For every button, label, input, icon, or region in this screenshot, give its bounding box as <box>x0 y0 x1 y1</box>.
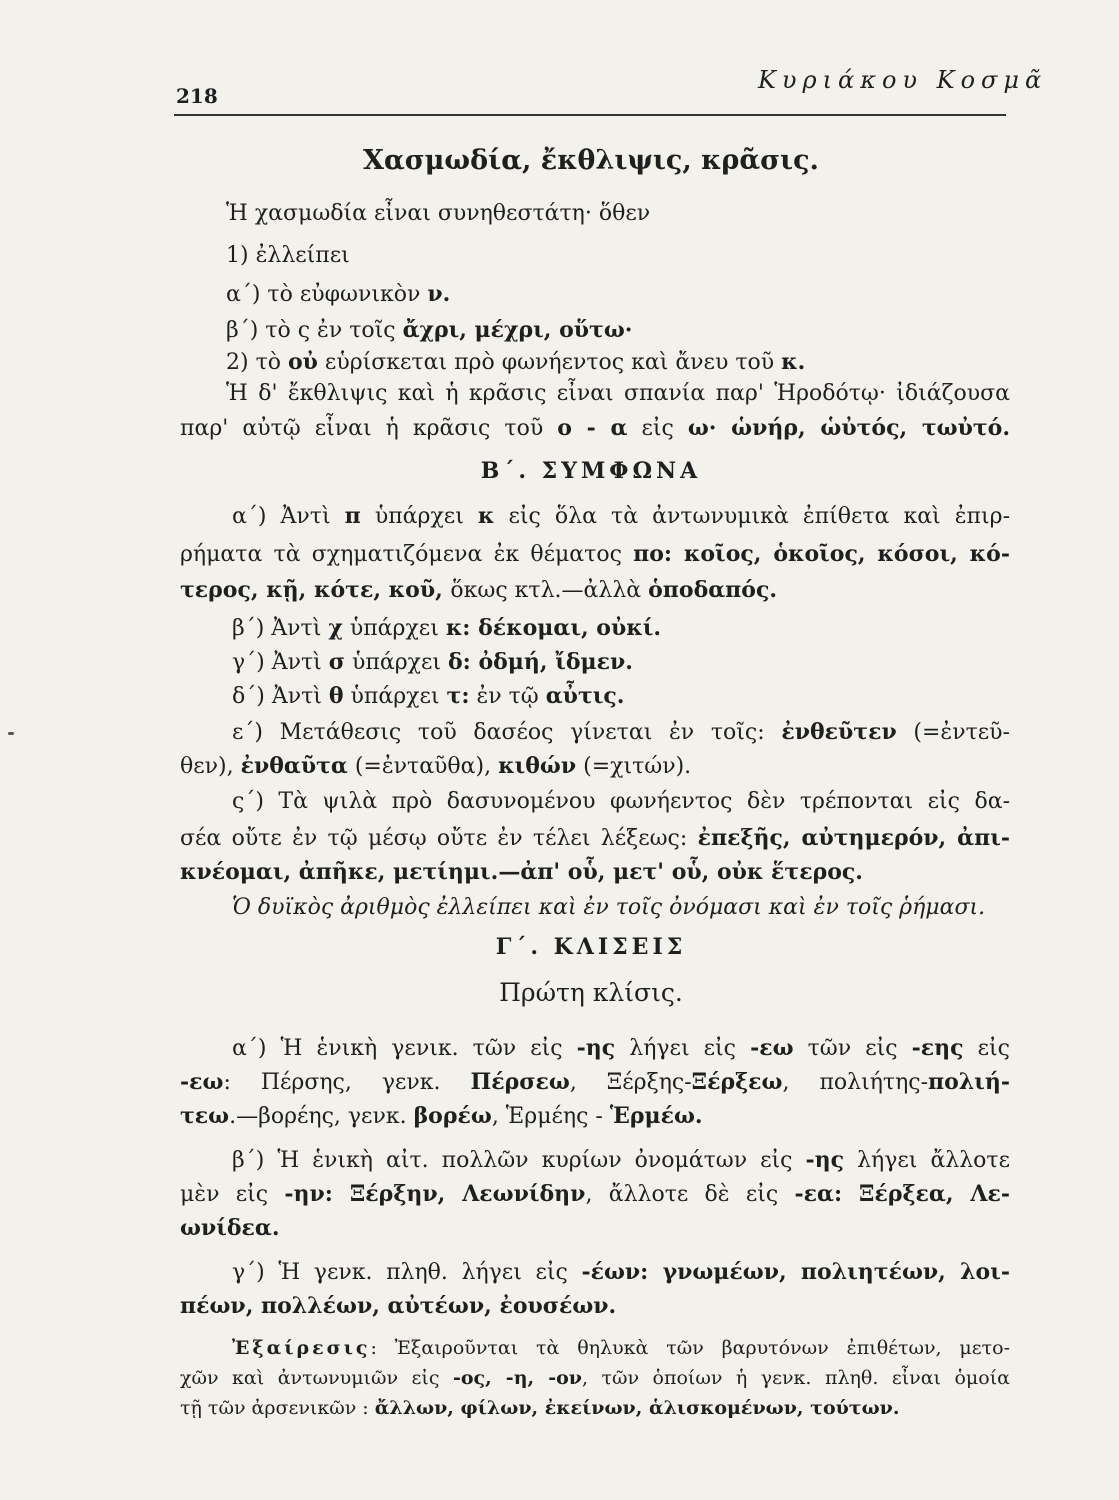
text-line: Ἡ χασμωδία εἶναι συνηθεστάτη· ὅθεν <box>226 201 651 226</box>
text-line: 2) τὸ οὐ εὑρίσκεται πρὸ φωνήεντος καὶ ἄνευ τοῦ κ. <box>226 349 806 375</box>
text-line: α΄) τὸ εὐφωνικὸν ν. <box>226 281 451 307</box>
text-line: ς΄) Τὰ ψιλὰ πρὸ δασυνομένου φωνήεντος δὲν τρέπονται εἰς δα- <box>232 789 1010 814</box>
text-line: β΄) Ἡ ἑνικὴ αἰτ. πολλῶν κυρίων ὀνομάτων εἰς -ης λήγει ἄλλοτε <box>232 1147 1010 1173</box>
page-number: 218 <box>176 84 218 108</box>
text-line: σέα οὔτε ἐν τῷ μέσῳ οὔτε ἐν τέλει λέξεως: ἐπεξῆς, αὐτημερόν, ἀπι- <box>180 825 1010 851</box>
running-head: Κυριάκου Κοσμᾶ <box>758 66 1048 94</box>
text-line: Ἡ δ' ἔκθλιψις καὶ ἡ κρᾶσις εἶναι σπανία παρ' Ἡροδότῳ· ἰδιάζουσα <box>226 381 1010 406</box>
text-line: πέων, πολλέων, αὐτέων, ἐουσέων. <box>180 1293 617 1319</box>
text-line: Ὁ δυϊκὸς ἀριθμὸς ἐλλείπει καὶ ἐν τοῖς ὀνόμασι καὶ ἐν τοῖς ῥήμασι. <box>232 895 986 920</box>
section-heading: Χασμωδία, ἔκθλιψις, κρᾶσις. <box>363 145 819 176</box>
margin-mark <box>8 732 14 735</box>
text-line: παρ' αὐτῷ εἶναι ἡ κρᾶσις τοῦ ο - α εἰς ω· ὡνήρ, ὡὐτός, τωὐτό. <box>180 415 1010 441</box>
text-line: β΄) Ἀντὶ χ ὑπάρχει κ: δέκομαι, οὐκί. <box>232 615 662 641</box>
text-line: θεν), ἐνθαῦτα (=ἐνταῦθα), κιθών (=χιτών). <box>180 753 692 779</box>
subsection-heading: Πρώτη κλίσις. <box>499 978 683 1007</box>
text-line: δ΄) Ἀντὶ θ ὑπάρχει τ: ἐν τῷ αὖτις. <box>232 683 625 709</box>
text-line: ε΄) Μετάθεσις τοῦ δασέος γίνεται ἐν τοῖς: ἐνθεῦτεν (=ἐντεῦ- <box>232 719 1010 745</box>
header-rule <box>174 114 1006 116</box>
section-heading: Γ΄. ΚΛΙΣΕΙΣ <box>495 934 687 960</box>
text-line: γ΄) Ἡ γενκ. πληθ. λήγει εἰς -έων: γνωμέων, πολιητέων, λοι- <box>232 1259 1010 1285</box>
text-line: τεω.—βορέης, γενκ. βορέω, Ἑρμέης - Ἑρμέω. <box>180 1103 703 1129</box>
text-line: κνέομαι, ἀπῆκε, μετίημι.—ἀπ' οὗ, μετ' οὗ, οὐκ ἕτερος. <box>180 859 863 885</box>
text-line: τῇ τῶν ἀρσενικῶν : ἄλλων, φίλων, ἐκείνων, ἁλισκομένων, τούτων. <box>180 1397 900 1419</box>
text-line: α΄) Ἀντὶ π ὑπάρχει κ εἰς ὅλα τὰ ἀντωνυμικὰ ἐπίθετα καὶ ἐπιρ- <box>232 503 1011 529</box>
text-line: β΄) τὸ ς ἐν τοῖς ἄχρι, μέχρι, οὕτω· <box>226 317 633 343</box>
text-line: 1) ἐλλείπει <box>226 243 350 268</box>
text-line: ωνίδεα. <box>180 1215 280 1241</box>
text-line: τερος, κῇ, κότε, κοῦ, ὅκως κτλ.—ἀλλὰ ὁποδαπός. <box>180 577 778 603</box>
text-line: Ἐξαίρεσις: Ἐξαιροῦνται τὰ θηλυκὰ τῶν βαρυτόνων ἐπιθέτων, μετο- <box>232 1337 1010 1359</box>
text-line: -εω: Πέρσης, γενκ. Πέρσεω, Ξέρξης-Ξέρξεω, πολιήτης-πολιή- <box>180 1069 1010 1095</box>
text-line: γ΄) Ἀντὶ σ ὑπάρχει δ: ὀδμή, ἴδμεν. <box>232 649 633 675</box>
section-heading: Β΄. ΣΥΜΦΩΝΑ <box>480 458 702 484</box>
text-line: χῶν καὶ ἀντωνυμιῶν εἰς -ος, -η, -ον, τῶν ὁποίων ἡ γενκ. πληθ. εἶναι ὁμοία <box>180 1367 1010 1389</box>
text-line: ρήματα τὰ σχηματιζόμενα ἐκ θέματος πο: κοῖος, ὁκοῖος, κόσοι, κό- <box>180 541 1010 567</box>
text-line: α΄) Ἡ ἑνικὴ γενικ. τῶν εἰς -ης λήγει εἰς -εω τῶν εἰς -εης εἰς <box>232 1035 1010 1061</box>
text-line: μὲν εἰς -ην: Ξέρξην, Λεωνίδην, ἄλλοτε δὲ εἰς -εα: Ξέρξεα, Λε- <box>180 1181 1011 1207</box>
